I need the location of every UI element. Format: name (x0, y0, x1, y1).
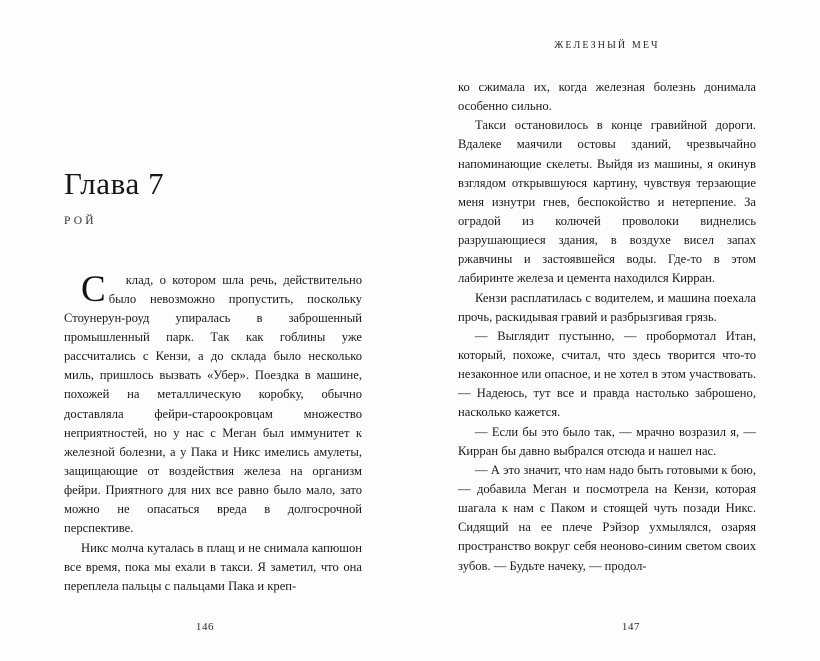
spread-gutter (410, 0, 411, 661)
left-page-body (64, 268, 362, 596)
paragraph-text: — А это значит, что нам надо быть готовыми к бою, — добавила Меган и посмотрела на Кензи, которая шагала к нам с Паком и стоящей чуть позади Никс. Сидящий на ее плече Рэйзор ухмылялся, озаряя пространство вокруг себя неоново-синим светом своих зубов. — Будьте начеку, — продол- (458, 462, 756, 573)
paragraph-text: — Выглядит пустынно, — пробормотал Итан, который, похоже, считал, что здесь творится что-то незаконное или опасное, и не хотел в этом участвовать. — Надеюсь, тут все и правда настолько заброшено, насколько кажется. (458, 328, 756, 420)
right-running-head: ЖЕЛЕЗНЫЙ МЕЧ (554, 40, 660, 51)
page-number-left: 146 (195, 621, 215, 633)
right-page (410, 0, 820, 661)
chapter-heading-block (64, 168, 362, 227)
paragraph-text: Кензи расплатилась с водителем, и машина поехала прочь, раскидывая гравий и разбрызгивая грязь. (458, 290, 756, 324)
drop-cap: С (81, 268, 106, 310)
paragraph-text: — Если бы это было так, — мрачно возразил я, — Кирран бы давно выбрался отсюда и нашел нас. (458, 424, 756, 458)
chapter-title: Глава 7 (64, 166, 165, 201)
paragraph-text: Такси остановилось в конце гравийной дороги. Вдалеке маячили остовы зданий, чрезвычайно напоминающие скелеты. Выйдя из машины, я окинув взглядом открывшуюся картину, чувствуя терзающие меня изнутри гнев, беспокойство и нетерпение. За оградой из колючей проволоки виднелись разрушающиеся здания, в воздухе висел запах ржавчины и застоявшейся воды. Где-то в этом лабиринте железа и цемента находился Кирран. (458, 118, 756, 286)
chapter-subtitle: РОЙ (64, 214, 97, 227)
paragraph-with-dropcap (64, 268, 362, 539)
page-number-right: 147 (621, 621, 641, 633)
paragraph-text: клад, о котором шла речь, действительно было невозможно пропустить, поскольку Стоунерун-роуд упиралась в заброшенный промышленный парк. Так как гоблины уже рассчитались с Кензи, а до склада было несколько миль, пришлось вызвать «Убер». Поездка в машине, похожей на металлическую коробку, обычно доставляла фейри-староокровцам множество неприятностей, но у нас с Меган был иммунитет к железной болезни, а у Пака и Никс имелись амулеты, защищающие от воздействия железа на организм фейри. Приятного для них все равно было мало, зато можно не опасаться вреда в долгосрочной перспективе. (64, 272, 362, 536)
paragraph-text: Никс молча куталась в плащ и не снимала капюшон все время, пока мы ехали в такси. Я заметил, что она переплела пальцы с пальцами Пака и креп- (64, 540, 362, 593)
right-page-body (458, 78, 756, 576)
paragraph-text: ко сжимала их, когда железная болезнь донимала особенно сильно. (458, 80, 756, 114)
